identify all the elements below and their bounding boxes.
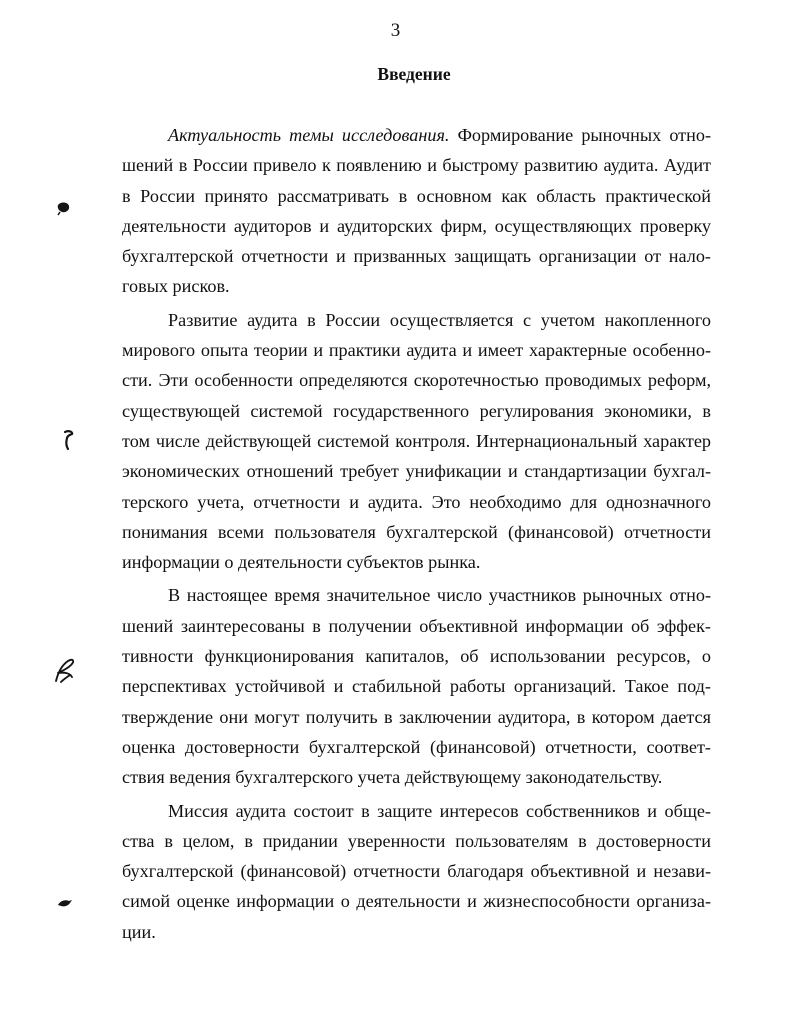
margin-ink-mark: [58, 428, 78, 452]
text-line: бухгалтерской отчетности и призванных защищать организации от нало-: [122, 246, 711, 267]
text-line: перспективах устойчивой и стабильной работы организаций. Такое под-: [122, 676, 711, 697]
text-line: тверждение они могут получить в заключении аудитора, в котором дается: [122, 706, 711, 727]
paragraph-lead: Актуальность темы исследования.: [168, 125, 450, 145]
text-line: экономических отношений требует унификации и стандартизации бухгал-: [122, 461, 711, 482]
margin-handwriting-mark: [52, 655, 78, 687]
paragraph-3: [122, 580, 711, 792]
text-line: тивности функционирования капиталов, об использовании ресурсов, о: [122, 646, 711, 667]
text-line: деятельности аудиторов и аудиторских фирм, осуществляющих проверку: [122, 215, 711, 236]
text-line: В настоящее время значительное число участников рыночных отно-: [168, 585, 711, 606]
text-line: понимания всеми пользователя бухгалтерской (финансовой) отчетности: [122, 521, 711, 542]
text-line: сти. Эти особенности определяются скоротечностью проводимых реформ,: [122, 370, 711, 391]
margin-ink-mark: [54, 198, 74, 218]
paragraph-4: [122, 796, 711, 947]
text-line: говых рисков.: [122, 276, 230, 297]
text-line: [122, 120, 711, 150]
page-number: 3: [390, 20, 401, 41]
margin-ink-mark: [55, 896, 75, 910]
text-line: шений заинтересованы в получении объективной информации об эффек-: [122, 615, 711, 636]
text-line: в России принято рассматривать в основном как область практической: [122, 185, 711, 206]
text-line: том числе действующей системой контроля. Интернациональный характер: [122, 430, 711, 451]
text-line: Развитие аудита в России осуществляется с учетом накопленного: [168, 309, 711, 330]
text-line: симой оценке информации о деятельности и жизнеспособности организа-: [122, 891, 711, 912]
line-text: Формирование рыночных отно-: [449, 125, 711, 145]
text-line: ствия ведения бухгалтерского учета действующему законодательству.: [122, 767, 663, 788]
text-line: мирового опыта теории и практики аудита и имеет характерные особенно-: [122, 340, 711, 361]
text-line: Миссия аудита состоит в защите интересов собственников и обще-: [168, 800, 711, 821]
text-line: шений в России привело к появлению и быстрому развитию аудита. Аудит: [122, 155, 711, 176]
text-line: ства в целом, в придании уверенности пользователям в достоверности: [122, 830, 711, 851]
text-line: бухгалтерской (финансовой) отчетности благодаря объективной и незави-: [122, 861, 711, 882]
paragraph-1: [122, 120, 711, 302]
body-text: [122, 120, 711, 947]
text-line: информации о деятельности субъектов рынка.: [122, 552, 481, 573]
text-line: ции.: [122, 921, 156, 942]
text-line: терского учета, отчетности и аудита. Это необходимо для однозначного: [122, 491, 711, 512]
text-line: оценка достоверности бухгалтерской (финансовой) отчетности, соответ-: [122, 736, 711, 757]
paragraph-2: [122, 305, 711, 578]
text-line: существующей системой государственного регулирования экономики, в: [122, 400, 711, 421]
section-title: Введение: [377, 64, 451, 84]
